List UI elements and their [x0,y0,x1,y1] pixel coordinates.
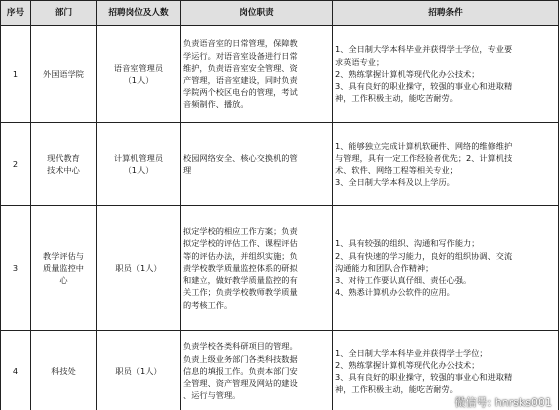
cell-duties [181,26,333,123]
cell-conditions-line: 2、具有快速的学习能力，良好的组织协调、交流 [335,250,513,261]
cell-duties-line: 负责学校各类科研项目的管理。 [183,341,298,352]
cell-number: 4 [1,331,31,410]
cell-position [97,331,181,410]
cell-position-line: 职员（1人） [115,262,162,273]
cell-conditions-line: 神，工作积极主动，能吃苦耐劳。 [335,93,458,104]
cell-conditions-line: 1、全日制大学本科毕业并获得学士学位； [335,347,488,358]
header-position: 招聘岗位及人数 [97,1,181,26]
cell-duties-line: 理 [183,165,192,175]
cell-duties-line: 、运行与管理。 [183,390,241,401]
cell-duties [181,206,333,331]
cell-conditions-line: 2、熟练掌握计算机等现代化办公技术； [335,359,480,370]
cell-department [31,26,97,123]
cell-conditions-line: 1、具有较强的组织、沟通和写作能力； [335,238,480,249]
cell-duties-line: 负责上级业务部门各类科技数据 [183,353,298,364]
cell-department [31,206,97,331]
cell-position-line: （1人） [123,165,154,175]
cell-number: 1 [1,26,31,123]
cell-department-line: 科技处 [51,365,76,376]
cell-duties-line: 音频制作、播放。 [183,99,249,110]
header-number: 序号 [1,1,31,26]
cell-conditions [333,206,559,331]
header-conditions: 招聘条件 [333,1,559,26]
table-row [1,123,559,206]
cell-conditions-line: 沟通能力和团队合作精神； [335,262,434,273]
cell-department [31,331,97,410]
cell-duties-line: 的考核工作。 [183,299,233,310]
cell-duties-line: 学院两个校区电台的管理，考试 [183,87,298,98]
cell-conditions-line: 术、软件、网络工程等相关专业； [335,165,458,175]
cell-duties-line: 维护，负责语音室安全管理、资 [183,62,298,73]
cell-number: 2 [1,123,31,206]
cell-duties-line: 责学校教学质量监控体系的研拟 [183,262,298,273]
cell-position [97,26,181,123]
cell-duties-line: 学运行。对语音室设备进行日常 [183,50,298,61]
cell-duties-line: 信息的填报工作。负责本部门安 [183,365,298,376]
header-department: 部门 [31,1,97,26]
cell-department-line: 技术中心 [47,165,80,175]
cell-duties-line: 校园网络安全、核心交换机的管 [183,152,298,163]
cell-conditions-line: 4、熟悉计算机办公软件的应用。 [335,287,455,298]
table-row [1,26,559,123]
cell-duties [181,123,333,206]
cell-department-line: 教学评估与 [43,250,84,261]
cell-duties-line: 全管理、资产管理及网站的建设 [183,378,298,389]
cell-department-line: 心 [59,275,68,286]
cell-conditions-line: 1、全日制大学本科毕业并获得学士学位，专业要 [335,44,513,55]
cell-conditions-line: 3、全日制大学本科及以上学历。 [335,177,455,188]
cell-conditions-line: 与管理，具有一定工作经验者优先；2、计算机技 [335,152,513,163]
cell-conditions [333,331,559,410]
cell-duties-line: 和建立，做好教学质量监控的有 [183,275,298,286]
cell-number: 3 [1,206,31,331]
cell-conditions-line: 神，工作积极主动，能吃苦耐劳。 [335,384,458,395]
cell-conditions [333,26,559,123]
cell-department-line: 外国语学院 [43,68,84,79]
table-row [1,331,559,410]
cell-duties-line: 拟定学校的评估工作、课程评估 [183,238,298,249]
cell-conditions [333,123,559,206]
cell-department-line: 现代教育 [47,152,80,163]
cell-position-line: （1人） [123,75,154,85]
cell-conditions-line: 1、能够独立完成计算机软硬件、网络的维修维护 [335,140,513,151]
cell-position-line: 语音室管理员 [113,62,164,73]
cell-conditions-line: 3、具有良好的职业操守，较强的事业心和进取精 [335,372,513,382]
cell-duties-line: 关工作；负责学校教师教学质量 [183,287,298,298]
cell-conditions-line: 3、具有良好的职业操守，较强的事业心和进取精 [335,81,513,92]
cell-position-line: 计算机管理员 [113,152,164,163]
cell-conditions-line: 3、对待工作要认真仔细、责任心强。 [335,275,472,286]
cell-conditions-line: 求英语专业； [335,56,385,67]
cell-duties-line: 产管理，语音室建设，同时负责 [183,75,298,85]
cell-duties-line: 负责语音室的日常管理，保障教 [183,38,298,49]
header-duties: 岗位职责 [181,1,333,26]
cell-duties [181,331,333,410]
cell-position-line: 职员（1人） [115,365,162,376]
table-row [1,206,559,331]
watermark-text: 微信号: hnrsks001 [454,396,552,409]
cell-duties-line: 拟定学校的相应工作方案；负责 [183,226,298,237]
cell-department-line: 质量监控中 [43,262,84,273]
cell-position [97,123,181,206]
cell-conditions-line: 2、熟练掌握计算机等现代化办公技术； [335,68,480,79]
table-header-row [1,1,559,26]
cell-duties-line: 等的评估办法，并组织实施；负 [183,250,298,261]
cell-position [97,206,181,331]
cell-department [31,123,97,206]
